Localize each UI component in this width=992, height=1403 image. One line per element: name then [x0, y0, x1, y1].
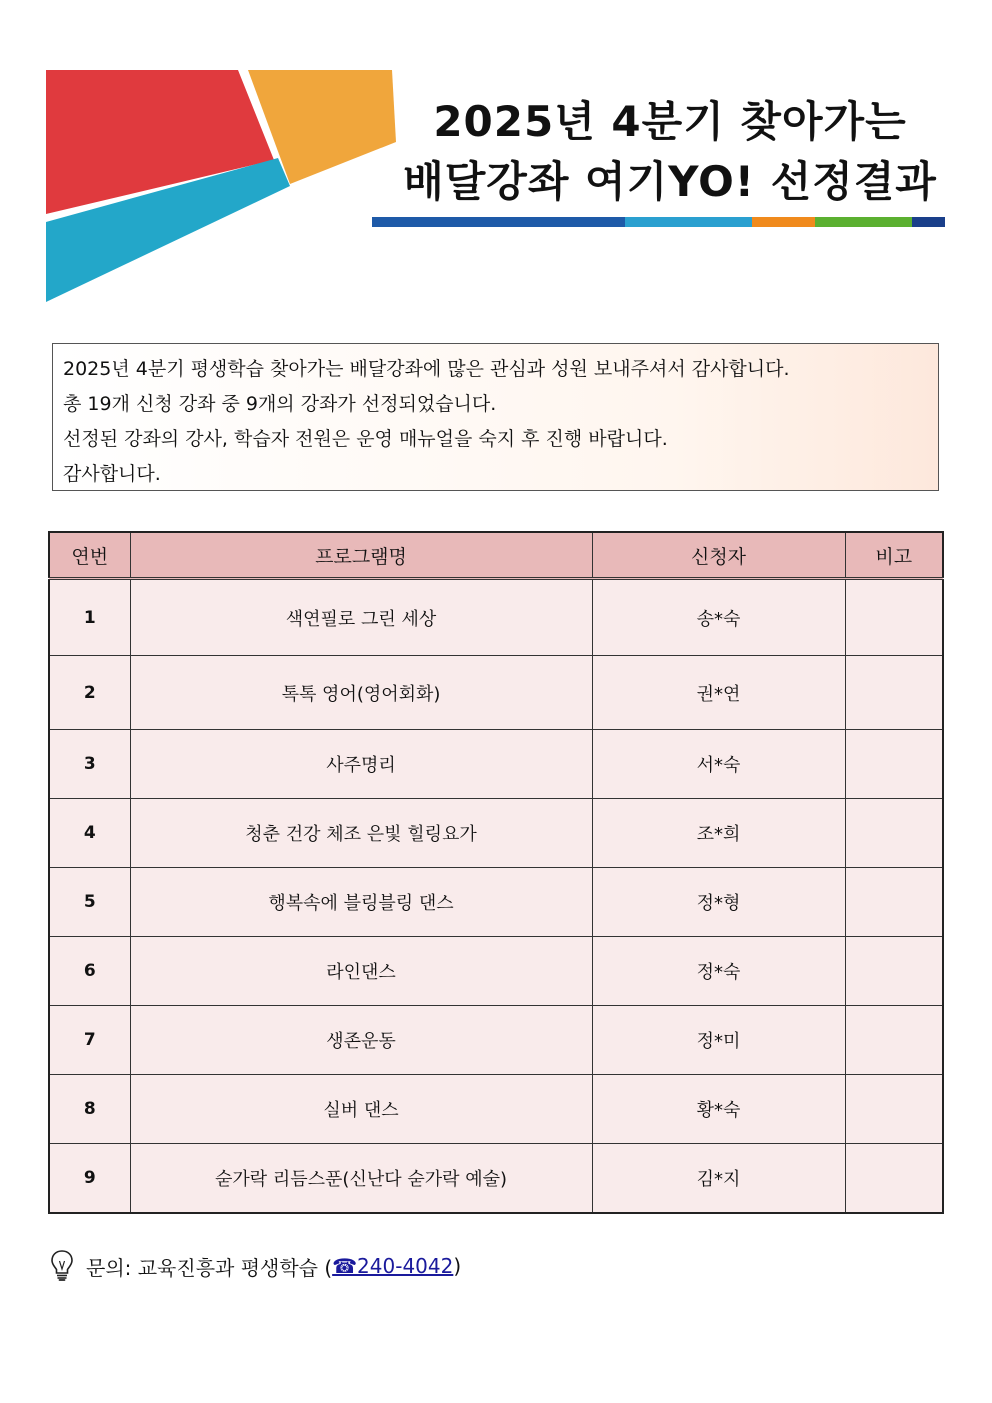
page-title-line1: 2025년 4분기 찾아가는 [433, 97, 907, 146]
cell-note [845, 937, 943, 1006]
cell-note [845, 579, 943, 656]
cell-note [845, 1006, 943, 1075]
cell-applicant: 조*희 [592, 799, 845, 868]
phone-link[interactable]: ☎240-4042 [332, 1254, 454, 1278]
underline-navy-segment [372, 217, 625, 227]
cell-note [845, 730, 943, 799]
notice-line: 감사합니다. [63, 463, 161, 485]
table-row [49, 937, 943, 1006]
cell-applicant: 서*숙 [592, 730, 845, 799]
cell-note [845, 656, 943, 730]
table-row [49, 868, 943, 937]
header-note: 비고 [845, 532, 943, 579]
cell-program: 숟가락 리듬스푼(신난다 숟가락 예술) [130, 1144, 592, 1213]
cell-applicant: 김*지 [592, 1144, 845, 1213]
notice-box [52, 343, 939, 491]
cell-applicant: 정*형 [592, 868, 845, 937]
underline-cyan-segment [625, 217, 752, 227]
cell-applicant: 황*숙 [592, 1075, 845, 1144]
cell-no: 5 [49, 868, 130, 937]
cell-applicant: 정*미 [592, 1006, 845, 1075]
cell-no: 9 [49, 1144, 130, 1213]
cell-program: 색연필로 그린 세상 [130, 579, 592, 656]
cell-note [845, 1075, 943, 1144]
header-applicant: 신청자 [592, 532, 845, 579]
table-row [49, 730, 943, 799]
table-row [49, 1144, 943, 1213]
title-underline [372, 217, 945, 227]
cell-applicant: 권*연 [592, 656, 845, 730]
table-row [49, 1006, 943, 1075]
page-title [400, 92, 940, 212]
notice-line: 2025년 4분기 평생학습 찾아가는 배달강좌에 많은 관심과 성원 보내주셔서 감사합니다. [63, 358, 790, 380]
underline-dark-segment [912, 217, 945, 227]
table-row [49, 656, 943, 730]
lightbulb-icon [50, 1249, 74, 1283]
logo-graphic [46, 70, 396, 302]
cell-no: 3 [49, 730, 130, 799]
cell-program: 실버 댄스 [130, 1075, 592, 1144]
cell-program: 청춘 건강 체조 은빛 힐링요가 [130, 799, 592, 868]
cell-applicant: 정*숙 [592, 937, 845, 1006]
cell-no: 2 [49, 656, 130, 730]
header-program: 프로그램명 [130, 532, 592, 579]
cell-no: 8 [49, 1075, 130, 1144]
table-row [49, 1075, 943, 1144]
inquiry-label: 문의: 교육진흥과 평생학습 ( [86, 1255, 333, 1280]
inquiry-line [50, 1248, 461, 1284]
cell-program: 라인댄스 [130, 937, 592, 1006]
cell-note [845, 799, 943, 868]
notice-line: 총 19개 신청 강좌 중 9개의 강좌가 선정되었습니다. [63, 393, 497, 415]
cell-program: 톡톡 영어(영어회화) [130, 656, 592, 730]
cell-program: 행복속에 블링블링 댄스 [130, 868, 592, 937]
cell-no: 7 [49, 1006, 130, 1075]
underline-green-segment [815, 217, 912, 227]
notice-line: 선정된 강좌의 강사, 학습자 전원은 운영 매뉴얼을 숙지 후 진행 바랍니다. [63, 428, 668, 450]
inquiry-close: ) [453, 1254, 462, 1278]
cell-note [845, 868, 943, 937]
page-title-line2: 배달강좌 여기YO! 선정결과 [403, 157, 937, 206]
table-header-row [49, 532, 943, 579]
table-row [49, 579, 943, 656]
cell-note [845, 1144, 943, 1213]
header-no: 연번 [49, 532, 130, 579]
cell-no: 6 [49, 937, 130, 1006]
cell-applicant: 송*숙 [592, 579, 845, 656]
cell-no: 1 [49, 579, 130, 656]
cell-program: 생존운동 [130, 1006, 592, 1075]
underline-orange-segment [752, 217, 815, 227]
cell-program: 사주명리 [130, 730, 592, 799]
table-row [49, 799, 943, 868]
results-table [48, 531, 944, 1214]
cell-no: 4 [49, 799, 130, 868]
